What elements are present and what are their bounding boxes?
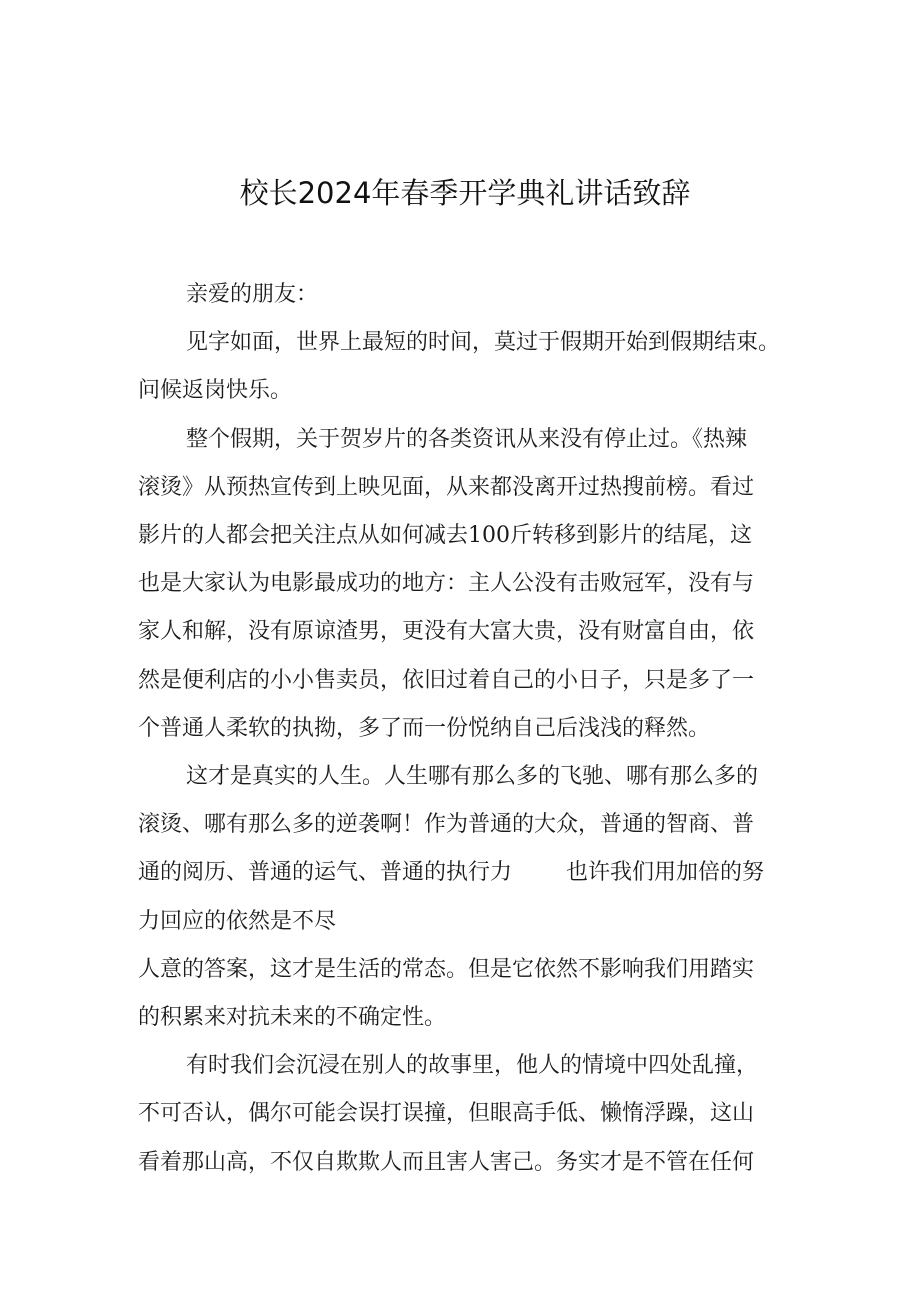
paragraph-1 — [138, 319, 808, 415]
greeting-line: 亲爱的朋友： — [186, 282, 319, 307]
paragraph-line: 问候返岗快乐。 — [138, 378, 293, 404]
paragraph-line: 滚烫》从预热宣传到上映见面，从来都没离开过热搜前榜。看过 — [138, 474, 755, 500]
paragraph-4 — [138, 1042, 808, 1187]
paragraph-line: 的积累来对抗未来的不确定性。 — [138, 1005, 447, 1031]
paragraph-line: 力回应的依然是不尽 — [138, 908, 337, 934]
paragraph-line: 也是大家认为电影最成功的地方：主人公没有击败冠军，没有与 — [138, 571, 755, 597]
document-title: 校长2024年春季开学典礼讲话致辞 — [239, 176, 691, 210]
document-body — [138, 271, 808, 1187]
paragraph-line: 有时我们会沉浸在别人的故事里，他人的情境中四处乱撞， — [186, 1053, 759, 1079]
paragraph-line-part: 通的阅历、普通的运气、普通的执行力 — [138, 860, 513, 886]
paragraph-line: 个普通人柔软的执拗，多了而一份悦纳自己后浅浅的释然。 — [138, 715, 711, 741]
paragraph-3 — [138, 753, 808, 1042]
paragraph-2 — [138, 416, 808, 753]
paragraph-line: 然是便利店的小小售卖员，依旧过着自己的小日子，只是多了一 — [138, 667, 755, 693]
greeting — [138, 271, 808, 319]
paragraph-line: 见字如面，世界上最短的时间，莫过于假期开始到假期结束。 — [186, 330, 781, 356]
paragraph-line: 不可否认，偶尔可能会误打误撞，但眼高手低、懒惰浮躁，这山 — [138, 1101, 755, 1127]
paragraph-line: 滚烫、哪有那么多的逆袭啊！作为普通的大众，普通的智商、普 — [138, 812, 755, 838]
paragraph-line: 人意的答案，这才是生活的常态。但是它依然不影响我们用踏实 — [138, 956, 755, 982]
paragraph-line: 整个假期，关于贺岁片的各类资讯从来没有停止过。《热辣 — [186, 426, 748, 452]
paragraph-line-split — [138, 849, 808, 897]
paragraph-line: 这才是真实的人生。人生哪有那么多的飞驰、哪有那么多的 — [186, 764, 759, 790]
paragraph-line: 影片的人都会把关注点从如何减去100斤转移到影片的结尾，这 — [138, 523, 752, 549]
paragraph-line: 家人和解，没有原谅渣男，更没有大富大贵，没有财富自由，依 — [138, 619, 755, 645]
paragraph-line-part: 也许我们用加倍的努 — [566, 860, 765, 886]
paragraph-line: 看着那山高，不仅自欺欺人而且害人害己。务实才是不管在任何 — [138, 1149, 755, 1175]
